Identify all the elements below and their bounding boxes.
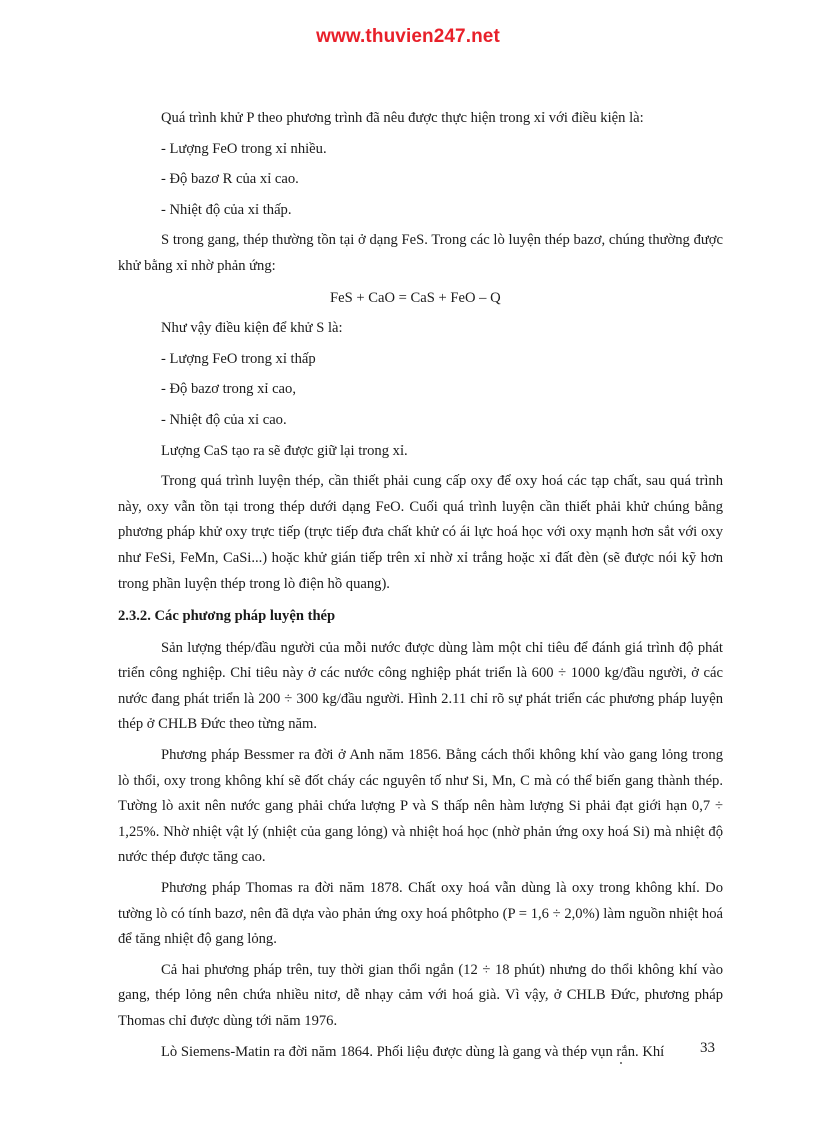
paragraph: Như vậy điều kiện để khử S là: (161, 320, 343, 337)
list-item: - Lượng FeO trong xỉ nhiều. (161, 140, 327, 157)
paragraph: Sản lượng thép/đầu người của mỗi nước được dùng làm một chỉ tiêu để đánh giá trình độ phát triển công nghiệp. Chỉ tiêu này ở các nước công nghiệp phát triển là 600 ÷ 1000 kg/đầu người, ở các nước đang phát triển là 200 ÷ 300 kg/đầu người. Hình 2.11 chỉ rõ sự phát triển các phương pháp luyện thép ở CHLB Đức theo từng năm. (118, 639, 723, 733)
page-number: 33 (700, 1040, 715, 1056)
paragraph: Cả hai phương pháp trên, tuy thời gian thổi ngắn (12 ÷ 18 phút) nhưng do thổi không khí vào gang, thép lỏng nên chứa nhiều nitơ, dễ nhạy cảm với hoá già. Vì vậy, ở CHLB Đức, phương pháp Thomas chỉ được dùng tới năm 1976. (118, 961, 723, 1029)
list-item: - Độ bazơ R của xỉ cao. (161, 171, 299, 188)
paragraph: Quá trình khử P theo phương trình đã nêu được thực hiện trong xỉ với điều kiện là: (161, 110, 644, 126)
site-watermark-header: www.thuvien247.net (316, 26, 500, 47)
paragraph: Phương pháp Bessmer ra đời ở Anh năm 1856. Bằng cách thổi không khí vào gang lỏng trong lò thổi, oxy trong không khí sẽ đốt cháy các nguyên tố như Si, Mn, C mà có thể biến gang thành thép. Tường lò axit nên nước gang phải chứa lượng P và S thấp nên hàm lượng Si phải đạt giới hạn 0,7 ÷ 1,25%. Nhờ nhiệt vật lý (nhiệt của gang lỏng) và nhiệt hoá học (nhờ phản ứng oxy hoá Si) mà nhiệt độ nước thép được tăng cao. (118, 747, 723, 866)
paragraph: Lò Siemens-Matin ra đời năm 1864. Phối liệu được dùng là gang và thép vụn rắn. Khí (161, 1043, 665, 1060)
list-item: - Độ bazơ trong xỉ cao, (161, 381, 296, 398)
list-item: - Lượng FeO trong xỉ thấp (161, 350, 316, 367)
paragraph: S trong gang, thép thường tồn tại ở dạng FeS. Trong các lò luyện thép bazơ, chúng thường được khử bằng xỉ nhờ phản ứng: (118, 232, 723, 274)
page-body (118, 106, 723, 1065)
paragraph: Lượng CaS tạo ra sẽ được giữ lại trong xỉ. (161, 442, 408, 459)
paragraph: Trong quá trình luyện thép, cần thiết phải cung cấp oxy để oxy hoá các tạp chất, sau quá trình này, oxy vẫn tồn tại trong thép dưới dạng FeO. Cuối quá trình luyện cần thiết phải khử chúng bằng phương pháp khử oxy trực tiếp (trực tiếp đưa chất khử có ái lực hoá học với oxy mạnh hơn sắt với oxy như FeSi, FeMn, CaSi...) hoặc khử gián tiếp trên xỉ nhờ xỉ trắng hoặc xỉ đất đèn (sẽ được nói kỹ hơn trong phần luyện thép trong lò điện hồ quang). (118, 473, 723, 592)
equation: FeS + CaO = CaS + FeO – Q (330, 289, 501, 306)
list-item: - Nhiệt độ của xỉ thấp. (161, 201, 292, 218)
section-heading: 2.3.2. Các phương pháp luyện thép (118, 608, 336, 625)
scan-speck (620, 1062, 622, 1064)
list-item: - Nhiệt độ của xỉ cao. (161, 411, 287, 428)
paragraph: Phương pháp Thomas ra đời năm 1878. Chất oxy hoá vẫn dùng là oxy trong không khí. Do tường lò có tính bazơ, nên đã dựa vào phản ứng oxy hoá phôtpho (P = 1,6 ÷ 2,0%) làm nguồn nhiệt hoá để tăng nhiệt độ gang lỏng. (118, 880, 723, 948)
